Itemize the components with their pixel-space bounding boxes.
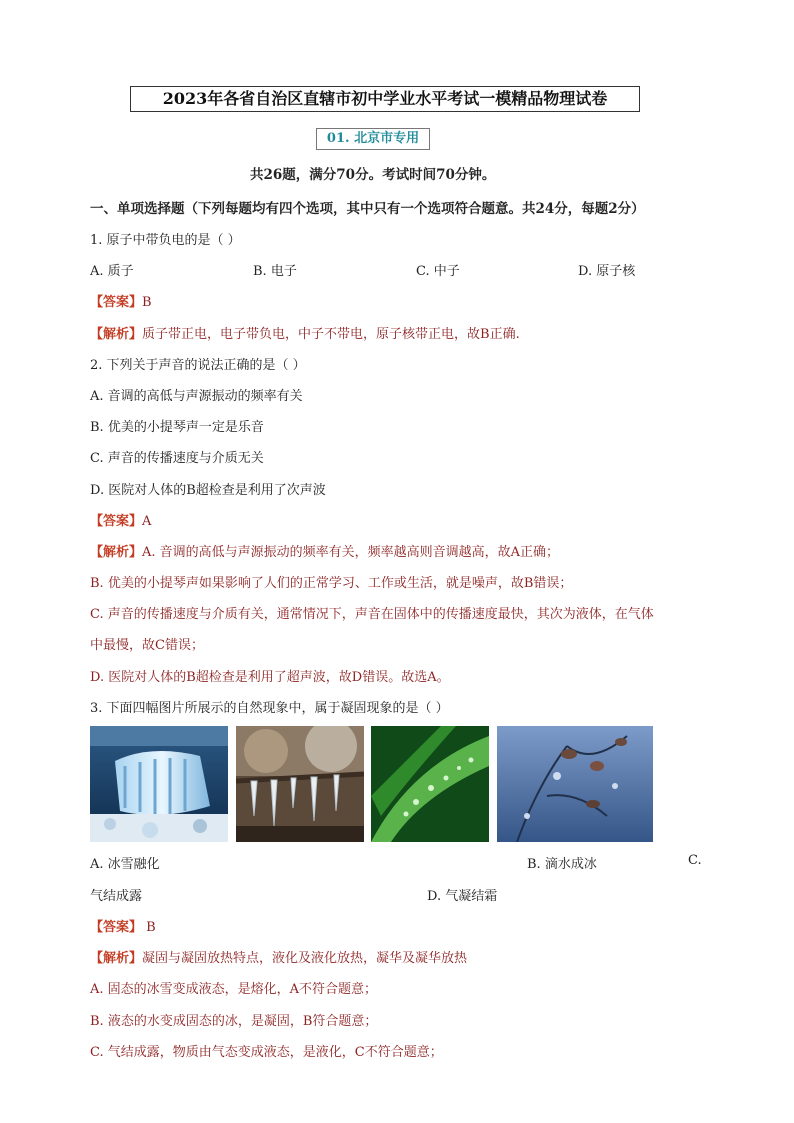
page-title: 2023年各省自治区直辖市初中学业水平考试一模精品物理试卷 (130, 86, 640, 112)
q2-analysis-line-3: C. 声音的传播速度与介质有关，通常情况下，声音在固体中的传播速度最快，其次为液体，在气体 (90, 607, 654, 622)
q3-analysis-line-1 (90, 947, 467, 966)
q2-option-d: D. 医院对人体的B超检查是利用了次声波 (90, 483, 326, 498)
q3-analysis-line-3: B. 液态的水变成固态的冰，是凝固，B符合题意； (90, 1014, 378, 1029)
ice-melting-photo (90, 726, 228, 842)
q2-analysis-line-4: 中最慢，故C错误； (90, 638, 204, 653)
page-subtitle: 01. 北京市专用 (316, 128, 430, 150)
q3-option-c-text: 气结成露 (90, 889, 143, 904)
icicles-photo (236, 726, 364, 842)
q2-option-a: A. 音调的高低与声源振动的频率有关 (90, 389, 303, 404)
q1-option-c: C. 中子 (416, 264, 460, 279)
q2-analysis-line-1 (90, 541, 559, 560)
q2-analysis-line-2: B. 优美的小提琴声如果影响了人们的正常学习、工作或生活，就是噪声，故B错误； (90, 576, 573, 591)
q2-option-c: C. 声音的传播速度与介质无关 (90, 451, 264, 466)
analysis-text: A. 音调的高低与声源振动的频率有关，频率越高则音调越高，故A正确； (142, 545, 560, 560)
question-3-stem: 3. 下面四幅图片所展示的自然现象中，属于凝固现象的是（ ） (90, 701, 449, 716)
q2-option-b: B. 优美的小提琴声一定是乐音 (90, 420, 264, 435)
q2-answer (90, 510, 151, 529)
question-1-stem: 1. 原子中带负电的是（ ） (90, 233, 241, 248)
answer-tag: 【答案】 (90, 295, 143, 310)
q1-option-b: B. 电子 (253, 264, 297, 279)
q3-option-d: D. 气凝结霜 (427, 889, 498, 904)
answer-value: B (146, 920, 156, 935)
q2-analysis-line-5: D. 医院对人体的B超检查是利用了超声波，故D错误。故选A。 (90, 670, 450, 685)
q1-analysis (90, 323, 520, 342)
q3-analysis-line-2: A. 固态的冰雪变成液态，是熔化，A不符合题意； (90, 982, 378, 997)
section-heading: 一、单项选择题（下列每题均有四个选项，其中只有一个选项符合题意。共24分，每题2分） (90, 201, 645, 217)
answer-tag: 【答案】 (90, 920, 143, 935)
q1-option-a: A. 质子 (90, 264, 134, 279)
q1-option-d: D. 原子核 (578, 264, 636, 279)
answer-value: A (142, 514, 152, 529)
exam-info: 共26题，满分70分。考试时间70分钟。 (250, 167, 496, 183)
question-2-stem: 2. 下列关于声音的说法正确的是（ ） (90, 358, 306, 373)
q3-analysis-line-4: C. 气结成露，物质由气态变成液态，是液化，C不符合题意； (90, 1045, 443, 1060)
q3-option-b: B. 滴水成冰 (527, 857, 597, 872)
dew-drops-photo (371, 726, 489, 842)
analysis-text: 质子带正电，电子带负电，中子不带电，原子核带正电，故B正确. (142, 327, 520, 342)
q3-option-c-letter: C. (688, 853, 702, 868)
frost-photo (497, 726, 653, 842)
q3-option-a: A. 冰雪融化 (90, 857, 160, 872)
analysis-tag: 【解析】 (90, 545, 143, 560)
answer-value: B (142, 295, 152, 310)
analysis-tag: 【解析】 (90, 327, 143, 342)
analysis-text: 凝固与凝固放热特点，液化及液化放热，凝华及凝华放热 (142, 951, 468, 966)
analysis-tag: 【解析】 (90, 951, 143, 966)
answer-tag: 【答案】 (90, 514, 143, 529)
q1-answer (90, 291, 152, 310)
q3-answer (90, 916, 156, 935)
